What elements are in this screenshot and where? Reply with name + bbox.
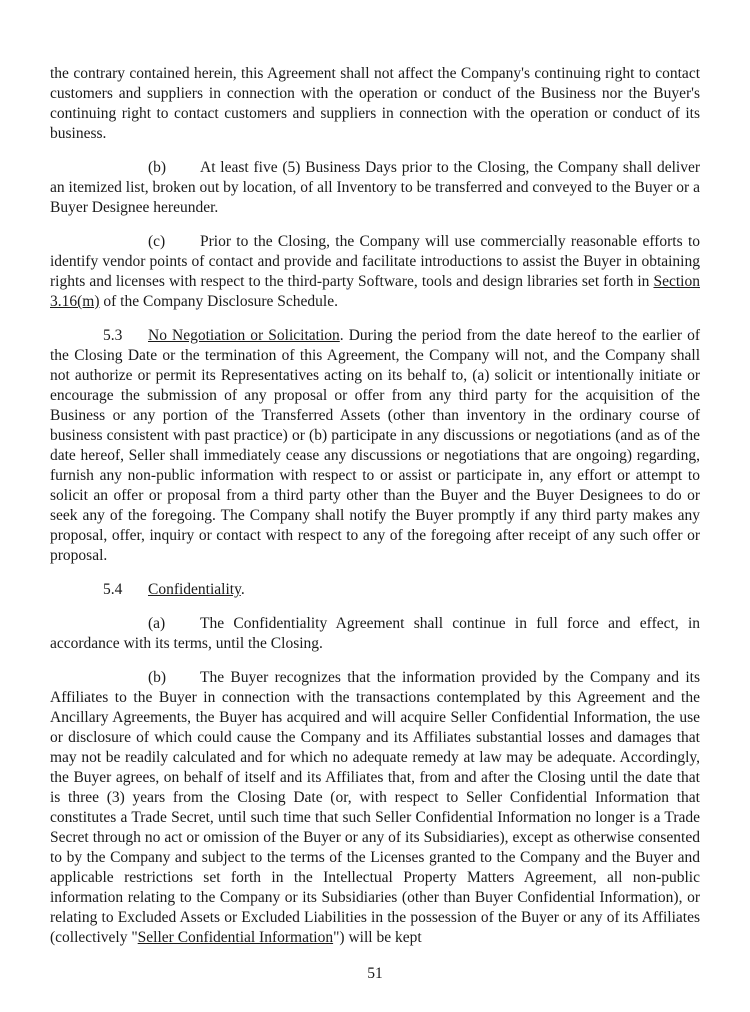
text-segment: ") will be kept: [333, 929, 422, 946]
paragraph-clause-b-inventory-list: [50, 158, 700, 218]
text-segment: the contrary contained herein, this Agreement shall not affect the Company's continuing right to contact customers and suppliers in connection with the operation or conduct of the Business nor the Buyer's continuing right to contact customers and suppliers in connection with the operation or conduct of its business.: [50, 65, 700, 142]
text-segment: The Buyer recognizes that the information provided by the Company and its Affiliates to the Buyer in connection with the transactions contemplated by this Agreement and the Ancillary Agreements, the Buyer has acquired and will acquire Seller Confidential Information, the use or disclosure of which could cause the Company and its Affiliates substantial losses and damages that may not be readily calculated and for which no adequate remedy at law may be adequate. Accordingly, the Buyer agrees, on behalf of itself and its Affiliates that, from and after the Closing until the date that is three (3) years from the Closing Date (or, with respect to Seller Confidential Information that constitutes a Trade Secret, until such time that such Seller Confidential Information no longer is a Trade Secret through no act or omission of the Buyer or any of its Subsidiaries), except as otherwise consented to by the Company and subject to the terms of the Licenses granted to the Company and the Buyer and applicable restrictions set forth in the Intellectual Property Matters Agreement, all non-public information relating to the Company or its Subsidiaries (other than Buyer Confidential Information), or relating to Excluded Assets or Excluded Liabilities in the possession of the Buyer or any of its Affiliates (collectively ": [50, 669, 700, 946]
paragraph-label: (b): [148, 669, 167, 686]
paragraph-section-5-3-no-negotiation: [50, 326, 700, 566]
text-segment: The Confidentiality Agreement shall continue in full force and effect, in accordance with its terms, until the Closing.: [50, 615, 700, 652]
paragraph-clause-a-confidentiality-agreement: [50, 614, 700, 654]
underlined-term: Confidentiality: [148, 581, 241, 598]
text-segment: . During the period from the date hereof to the earlier of the Closing Date or the termination of this Agreement, the Company will not, and the Company shall not authorize or permit its Representatives acting on its behalf to, (a) solicit or intentionally initiate or encourage the submission of any proposal or offer from any third party for the acquisition of the Business or any portion of the Transferred Assets (other than inventory in the ordinary course of business consistent with past practice) or (b) participate in any discussions or negotiations (and as of the date hereof, Seller shall immediately cease any discussions or negotiations that are ongoing) regarding, furnish any non-public information with respect to or assist or participate in, any effort or attempt to solicit an offer or proposal from a third party other than the Buyer and the Buyer Designees to do or seek any of the foregoing. The Company shall notify the Buyer promptly if any third party makes any proposal, offer, inquiry or contact with respect to any of the foregoing after receipt of any such offer or proposal.: [50, 327, 700, 564]
paragraph-label: (b): [148, 159, 167, 176]
text-segment: Prior to the Closing, the Company will use commercially reasonable efforts to identify vendor points of contact and provide and facilitate introductions to assist the Buyer in obtaining rights and licenses with respect to the third-party Software, tools and design libraries set forth in: [50, 233, 700, 290]
text-segment: At least five (5) Business Days prior to the Closing, the Company shall deliver an itemized list, broken out by location, of all Inventory to be transferred and conveyed to the Buyer or a Buyer Designee hereunder.: [50, 159, 700, 216]
paragraph-label: (a): [148, 615, 166, 632]
underlined-term: Seller Confidential Information: [137, 929, 334, 946]
paragraph-clause-b-seller-confidential-information: [50, 668, 700, 948]
page-number: 51: [367, 965, 383, 982]
paragraph-section-5-4-confidentiality-heading: [50, 580, 700, 600]
paragraph-clause-c-vendor-introductions: [50, 232, 700, 312]
paragraph-label: 5.4: [103, 581, 123, 598]
paragraph-label: (c): [148, 233, 166, 250]
paragraph-continuation-text: [50, 64, 700, 144]
text-segment: of the Company Disclosure Schedule.: [99, 293, 338, 310]
document-body: [50, 64, 700, 948]
text-segment: .: [240, 581, 245, 598]
underlined-term: No Negotiation or Solicitation: [148, 327, 340, 344]
underlined-term: Section 3.16(m): [50, 273, 700, 310]
paragraph-label: 5.3: [103, 327, 123, 344]
